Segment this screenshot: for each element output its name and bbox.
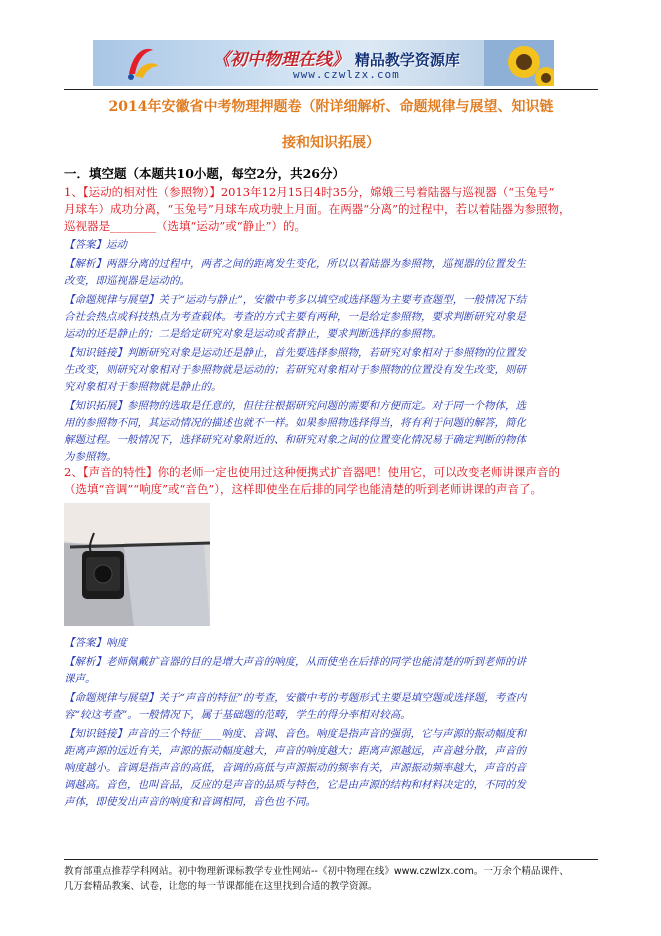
q2-answer: 【答案】响度 <box>64 637 127 649</box>
q2-knowledge-link: 【知识链接】声音的三个特征____响度、音调、音色。响度是指声音的强弱，它与声源的振动幅度和 <box>64 728 526 740</box>
footer-rule <box>64 859 598 860</box>
q2-knowledge-link: 距离声源的远近有关，声源的振动幅度越大，声音的响度越大；距离声源越远，声音越分散，声音的 <box>64 745 526 757</box>
q1-analysis: 【解析】两器分离的过程中，两者之间的距离发生变化，所以以着陆器为参照物，巡视器的位置发生 <box>64 258 526 270</box>
q1-knowledge-expand: 【知识拓展】参照物的选取是任意的，但往往根据研究问题的需要和方便而定。对于同一个物体，选 <box>64 400 526 412</box>
q1-answer: 【答案】运动 <box>64 239 127 251</box>
banner-url: www.czwlzx.com <box>293 68 400 81</box>
q2-analysis: 课声。 <box>64 673 96 685</box>
q1-text-line: 巡视器是________（选填“运动”或“静止”）的。 <box>64 219 307 233</box>
header-rule <box>64 89 598 90</box>
q2-analysis: 【解析】老师佩戴扩音器的目的是增大声音的响度，从而使坐在后排的同学也能清楚的听到老师的讲 <box>64 656 526 668</box>
q1-knowledge-expand: 解题过程。一般情况下，选择研究对象附近的、和研究对象之间的位置变化情况易于确定判断的物体 <box>64 434 526 446</box>
footer-line: 教育部重点推荐学科网站。初中物理新课标教学专业性网站--《初中物理在线》www.czwlzx.com。一万余个精品课件、 <box>64 866 569 877</box>
q1-knowledge-link: 【知识链接】判断研究对象是运动还是静止，首先要选择参照物，若研究对象相对于参照物的位置发 <box>64 347 526 359</box>
q1-knowledge-link: 究对象相对于参照物就是静止的。 <box>64 381 222 393</box>
q2-knowledge-link: 声体，即使发出声音的响度和音调相同，音色也不同。 <box>64 796 316 808</box>
q2-rule: 【命题规律与展望】关于“声音的特征”的考查，安徽中考的考题形式主要是填空题或选择题，考查内 <box>64 692 527 704</box>
q1-knowledge-link: 生改变，则研究对象相对于参照物就是运动的；若研究对象相对于参照物的位置没有发生改变，则研 <box>64 364 526 376</box>
q2-knowledge-link: 调越高。音色，也叫音品，反应的是声音的品质与特色，它是由声源的结构和材料决定的，不同的发 <box>64 779 526 791</box>
q1-rule: 合社会热点或科技热点为考查载体。考查的方式主要有两种，一是给定参照物，要求判断研究对象是 <box>64 311 526 323</box>
doc-title: 2014年安徽省中考物理押题卷（附详细解析、命题规律与展望、知识链 <box>108 99 554 115</box>
q2-rule: 容“较这考查”。一般情况下，属于基础题的范畴，学生的得分率相对较高。 <box>64 709 411 721</box>
section-heading: 一．填空题（本题共10小题，每空2分，共26分） <box>64 166 345 181</box>
q1-knowledge-expand: 为参照物。 <box>64 451 117 463</box>
q1-rule: 【命题规律与展望】关于“运动与静止”，安徽中考多以填空或选择题为主要考查题型，一般情况下结 <box>64 294 527 306</box>
q1-knowledge-expand: 用的参照物不同，其运动情况的描述也就不一样。如果参照物选择得当，将有利于问题的解答，简化 <box>64 417 526 429</box>
speaker-waist-image <box>64 503 210 626</box>
site-logo-icon <box>123 44 163 82</box>
q2-knowledge-link: 响度越小。音调是指声音的高低，音调的高低与声源振动的频率有关，声源振动频率越大，声音的音 <box>64 762 526 774</box>
megaphone-photo <box>64 503 210 626</box>
q1-rule: 运动的还是静止的；二是给定研究对象是运动或者静止，要求判断选择的参照物。 <box>64 328 442 340</box>
footer-line: 几万套精品教案、试卷，让您的每一节课都能在这里找到合适的教学资源。 <box>64 881 378 892</box>
header-banner <box>93 40 554 86</box>
q2-text-line: （选填“音调”“响度”或“音色”），这样即使坐在后排的同学也能清楚的听到老师讲课的声音了。 <box>64 482 543 496</box>
sunflower-icon <box>484 40 554 86</box>
doc-title-continued: 接和知识拓展） <box>282 135 380 151</box>
q1-text-line: 1、【运动的相对性（参照物）】2013年12月15日4时35分，嫦娥三号着陆器与巡视器（“玉兔号” <box>64 185 555 199</box>
q1-text-line: 月球车）成功分离，“玉兔号”月球车成功驶上月面。在两器“分离”的过程中，若以着陆器为参照物， <box>64 202 571 216</box>
banner-title: 《初中物理在线》 精品教学资源库 <box>213 50 460 70</box>
q2-text-line: 2、【声音的特性】你的老师一定也使用过这种便携式扩音器吧！使用它，可以改变老师讲课声音的 <box>64 465 561 479</box>
q1-analysis: 改变，即巡视器是运动的。 <box>64 275 190 287</box>
